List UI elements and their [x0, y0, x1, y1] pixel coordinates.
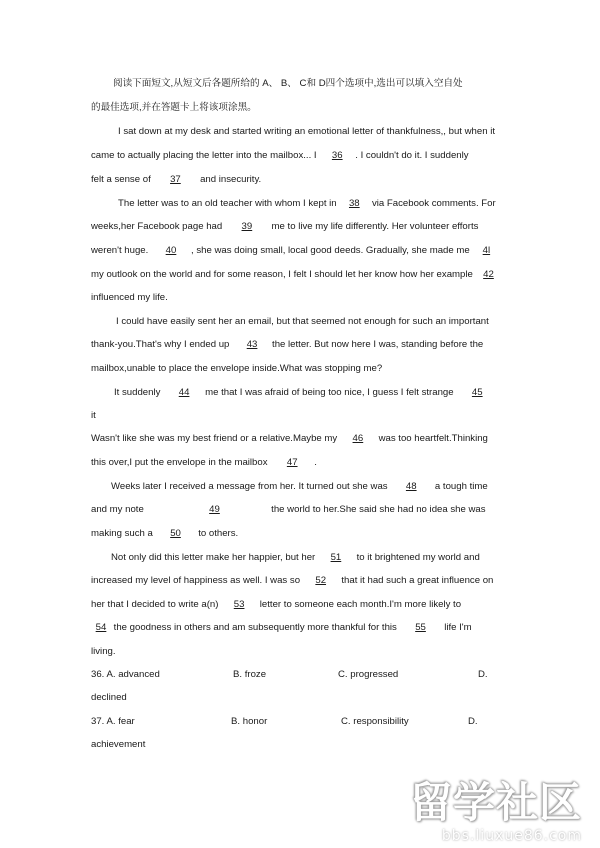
passage-text: Weeks later I received a message from her. It turned out she was	[111, 481, 388, 492]
blank-37[interactable]: 37	[170, 174, 181, 185]
passage-text: increased my level of happiness as well. I was so	[91, 575, 301, 586]
blank-38[interactable]: 38	[348, 198, 360, 209]
passage-text: the letter. But now here I was, standing before the	[272, 339, 484, 350]
blank-53[interactable]: 53	[233, 599, 245, 610]
passage-text: life I'm	[444, 622, 472, 633]
question-36-option-d[interactable]: D.	[478, 669, 488, 680]
blank-52[interactable]: 52	[315, 575, 327, 586]
passage-text: via Facebook comments. For	[371, 198, 496, 209]
passage-text: Wasn't like she was my best friend or a relative.Maybe my	[91, 433, 338, 444]
passage-line-8: influenced my life.	[91, 292, 168, 303]
blank-44[interactable]: 44	[178, 387, 190, 398]
passage-text: me that I was afraid of being too nice, I guess I felt strange	[205, 387, 454, 398]
passage-text: making such a	[91, 528, 153, 539]
passage-text: to it brightened my world and	[356, 552, 480, 563]
blank-47[interactable]: 47	[286, 457, 298, 468]
passage-text: my outlook on the world and for some reason, I felt I should let her know how her example	[91, 269, 473, 280]
instruction-line-2: 的最佳选项,并在答题卡上将该项涂黑。	[91, 102, 257, 113]
blank-39[interactable]: 39	[241, 221, 253, 232]
passage-line-20	[91, 575, 493, 587]
passage-text: , she was doing small, local good deeds. Gradually, she made me	[190, 245, 470, 256]
passage-line-13: it	[91, 410, 96, 421]
passage-line-22	[91, 622, 472, 634]
blank-55[interactable]: 55	[415, 622, 426, 633]
passage-line-5	[91, 221, 478, 233]
passage-line-7	[91, 269, 502, 281]
question-37-option-d[interactable]: D.	[468, 716, 478, 727]
passage-text: . I couldn't do it. I suddenly	[355, 150, 469, 161]
passage-line-19	[111, 552, 480, 564]
blank-41[interactable]: 4l	[482, 245, 491, 256]
blank-46[interactable]: 46	[352, 433, 364, 444]
passage-line-15	[91, 457, 317, 469]
question-37-option-b[interactable]: B. honor	[231, 716, 268, 727]
passage-text: to others.	[198, 528, 239, 539]
blank-40[interactable]: 40	[165, 245, 177, 256]
passage-text: weren't huge.	[91, 245, 149, 256]
blank-50[interactable]: 50	[170, 528, 181, 539]
passage-line-10	[91, 339, 483, 351]
passage-text: and insecurity.	[200, 174, 262, 185]
watermark-url: bbs.liuxue86.com	[441, 828, 582, 844]
question-37-option-a[interactable]: 37. A. fear	[91, 716, 135, 727]
passage-text: me to live my life differently. Her volunteer efforts	[271, 221, 479, 232]
question-36-option-c[interactable]: C. progressed	[338, 669, 399, 680]
question-36-option-a[interactable]: 36. A. advanced	[91, 669, 160, 680]
passage-line-3	[91, 174, 261, 186]
passage-text: this over,I put the envelope in the mailbox	[91, 457, 268, 468]
passage-line-6	[91, 245, 500, 257]
passage-text: felt a sense of	[91, 174, 151, 185]
question-36-option-d-text: declined	[91, 692, 127, 703]
blank-48[interactable]: 48	[405, 481, 417, 492]
passage-line-9: I could have easily sent her an email, but that seemed not enough for such an important	[116, 316, 489, 327]
passage-line-11: mailbox,unable to place the envelope inside.What was stopping me?	[91, 363, 383, 374]
passage-line-23: living.	[91, 646, 116, 657]
question-36-option-b[interactable]: B. froze	[233, 669, 267, 680]
blank-45[interactable]: 45	[471, 387, 483, 398]
passage-text: thank-you.That's why I ended up	[91, 339, 230, 350]
passage-line-1: I sat down at my desk and started writing an emotional letter of thankfulness,, but when it	[118, 126, 496, 137]
passage-line-4	[118, 198, 496, 210]
question-37-option-d-text: achievement	[91, 739, 146, 750]
passage-line-14	[91, 433, 488, 445]
blank-36[interactable]: 36	[331, 150, 343, 161]
blank-42[interactable]: 42	[483, 269, 494, 280]
blank-51[interactable]: 51	[330, 552, 342, 563]
passage-text: was too heartfelt.Thinking	[378, 433, 488, 444]
blank-54[interactable]: 54	[95, 622, 107, 633]
question-37-option-c[interactable]: C. responsibility	[341, 716, 409, 727]
watermark-title: 留学社区	[409, 778, 582, 827]
watermark	[410, 770, 582, 844]
passage-line-12	[114, 387, 498, 399]
passage-line-21	[91, 599, 461, 611]
passage-line-2	[91, 150, 469, 162]
passage-text: the goodness in others and am subsequently more thankful for this	[113, 622, 397, 633]
passage-text: letter to someone each month.I'm more likely to	[259, 599, 462, 610]
passage-text: weeks,her Facebook page had	[91, 221, 223, 232]
passage-text: .	[314, 457, 317, 468]
passage-text: came to actually placing the letter into the mailbox... I	[91, 150, 317, 161]
passage-line-18	[91, 528, 238, 540]
passage-line-16	[111, 481, 488, 493]
blank-43[interactable]: 43	[246, 339, 258, 350]
passage-text: the world to her.She said she had no idea she was	[271, 504, 486, 515]
blank-49[interactable]: 49	[209, 504, 220, 515]
passage-text: her that I decided to write a(n)	[91, 599, 219, 610]
passage-text: Not only did this letter make her happier, but her	[111, 552, 316, 563]
passage-text: and my note	[91, 504, 144, 515]
passage-text: a tough time	[434, 481, 488, 492]
passage-text: that it had such a great influence on	[341, 575, 494, 586]
passage-text: The letter was to an old teacher with whom I kept in	[118, 198, 337, 209]
passage-text: It suddenly	[114, 387, 161, 398]
instruction-line-1: 阅读下面短文,从短文后各题所给的 A、 B、 C和 D四个选项中,选出可以填入空自处	[113, 78, 463, 89]
passage-line-17	[91, 504, 486, 516]
